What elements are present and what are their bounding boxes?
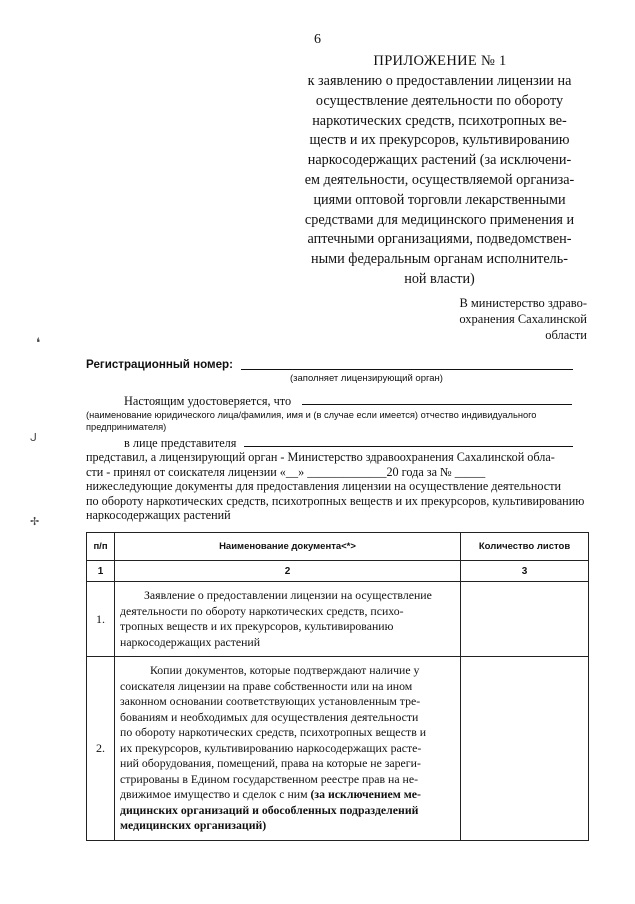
registration-note: (заполняет лицензирующий орган) <box>290 373 443 384</box>
subtitle-line: к заявлению о предоставлении лицензии на <box>307 73 572 89</box>
table-row <box>87 582 589 657</box>
document-name-line: тропных веществ и их прекурсоров, культивированию <box>120 619 394 633</box>
document-name-line: Заявление о предоставлении лицензии на осуществление <box>144 588 432 602</box>
applicant-name-note <box>86 409 576 433</box>
registration-number-field[interactable] <box>241 369 573 370</box>
column-header-number: п/п <box>87 533 115 561</box>
document-name-cell <box>115 657 461 841</box>
addressee-block <box>380 295 587 343</box>
addressee-line: В министерство здраво- <box>459 296 587 310</box>
applicant-name-field[interactable] <box>302 404 572 405</box>
certification-text: Настоящим удостоверяется, что <box>124 394 292 408</box>
exception-clause-line: дицинских организаций и обособленных подразделений <box>120 802 419 817</box>
paragraph-line: наркосодержащих растений <box>86 508 231 522</box>
document-name-line <box>120 710 455 726</box>
document-name-line <box>120 741 455 757</box>
subtitle-line: наркосодержащих растений (за исключени- <box>307 152 572 169</box>
subtitle-line: ем деятельности, осуществляемой организа- <box>304 171 575 188</box>
document-name-line: наркосодержащих растений <box>120 634 261 649</box>
addressee-line: области <box>545 328 587 342</box>
subtitle-line: ными федеральным органам исполнитель- <box>311 251 568 268</box>
subtitle-line: средствами для медицинского применения и <box>304 211 575 228</box>
document-name-cell <box>115 582 461 657</box>
registration-number-row <box>86 357 591 372</box>
registration-label: Регистрационный номер: <box>86 358 233 371</box>
document-name-text: законном основании соответствующих установленным тре- <box>120 694 421 708</box>
row-number: 1. <box>87 582 115 657</box>
document-name-text: стрированы в Едином государственном реестре прав на не- <box>120 771 419 786</box>
subtitle-line: ществ и их прекурсоров, культивированию <box>309 132 570 149</box>
document-name-text: их прекурсоров, культивированию наркосодержащих расте- <box>120 740 422 755</box>
document-name-line <box>120 787 455 803</box>
document-name-text: соискателя лицензии на праве собственности или на ином <box>120 678 413 693</box>
column-index: 3 <box>461 561 589 582</box>
document-name-line <box>120 772 455 788</box>
scan-mark: ❛ <box>36 336 41 351</box>
column-index: 1 <box>87 561 115 582</box>
scan-mark: ✢ <box>30 515 40 528</box>
document-name-text: по обороту наркотических средств, психотропных веществ и <box>120 725 427 739</box>
sheets-count-cell[interactable] <box>461 657 589 841</box>
paragraph-line: представил, а лицензирующий орган - Министерство здравоохранения Сахалинской обла- <box>86 450 555 464</box>
paragraph-line: по обороту наркотических средств, психотропных веществ и их прекурсоров, культивированию <box>86 493 585 508</box>
column-index: 2 <box>115 561 461 582</box>
documents-table <box>86 532 589 841</box>
representative-name-field[interactable] <box>244 446 573 447</box>
document-name-line <box>120 725 455 741</box>
exception-clause-line: медицинских организаций) <box>120 818 267 832</box>
document-name-line: деятельности по обороту наркотических средств, психо- <box>120 603 404 618</box>
sheets-count-cell[interactable] <box>461 582 589 657</box>
document-name-line <box>120 663 455 679</box>
column-header-document: Наименование документа<*> <box>115 533 461 561</box>
document-name-line <box>120 756 455 772</box>
paragraph-line: сти - принял от соискателя лицензии «__» _____________20 года за № _____ <box>86 464 486 479</box>
subtitle-line: циями оптовой торговли лекарственными <box>313 191 566 208</box>
paragraph-line: нижеследующие документы для предоставления лицензии на осуществление деятельности <box>86 479 562 493</box>
table-row <box>87 657 589 841</box>
appendix-heading: ПРИЛОЖЕНИЕ № 1 <box>373 53 507 69</box>
column-index-row <box>87 561 589 582</box>
subtitle-line: аптечными организациями, подведомствен- <box>307 231 572 248</box>
page-number: 6 <box>314 32 321 47</box>
applicant-note-line: предпринимателя) <box>86 422 167 432</box>
subtitle-line: наркотических средств, психотропных ве- <box>312 112 567 129</box>
applicant-note-line: (наименование юридического лица/фамилия, имя и (в случае если имеется) отчество индивидуального <box>86 410 537 420</box>
representative-label: в лице представителя <box>124 436 237 450</box>
subtitle-line: осуществление деятельности по обороту <box>315 92 564 109</box>
document-name-text: бованиям и необходимых для осуществления деятельности <box>120 709 419 724</box>
appendix-subtitle <box>282 72 597 290</box>
addressee-line: охранения Сахалинской <box>459 312 587 326</box>
exception-clause: (за исключением ме- <box>307 787 421 801</box>
document-name-text: движимое имущество и сделок с ним <box>120 787 308 801</box>
certification-paragraph <box>86 450 591 523</box>
subtitle-line: ной власти) <box>404 270 475 287</box>
scan-mark: ᒍ <box>30 431 37 444</box>
document-name-text: Копии документов, которые подтверждают наличие у <box>150 663 420 677</box>
document-name-line <box>120 679 455 695</box>
row-number: 2. <box>87 657 115 841</box>
document-name-line <box>120 694 455 710</box>
document-name-text: ний оборудования, помещений, права на которые не зареги- <box>120 756 421 770</box>
column-header-sheets: Количество листов <box>461 533 589 561</box>
